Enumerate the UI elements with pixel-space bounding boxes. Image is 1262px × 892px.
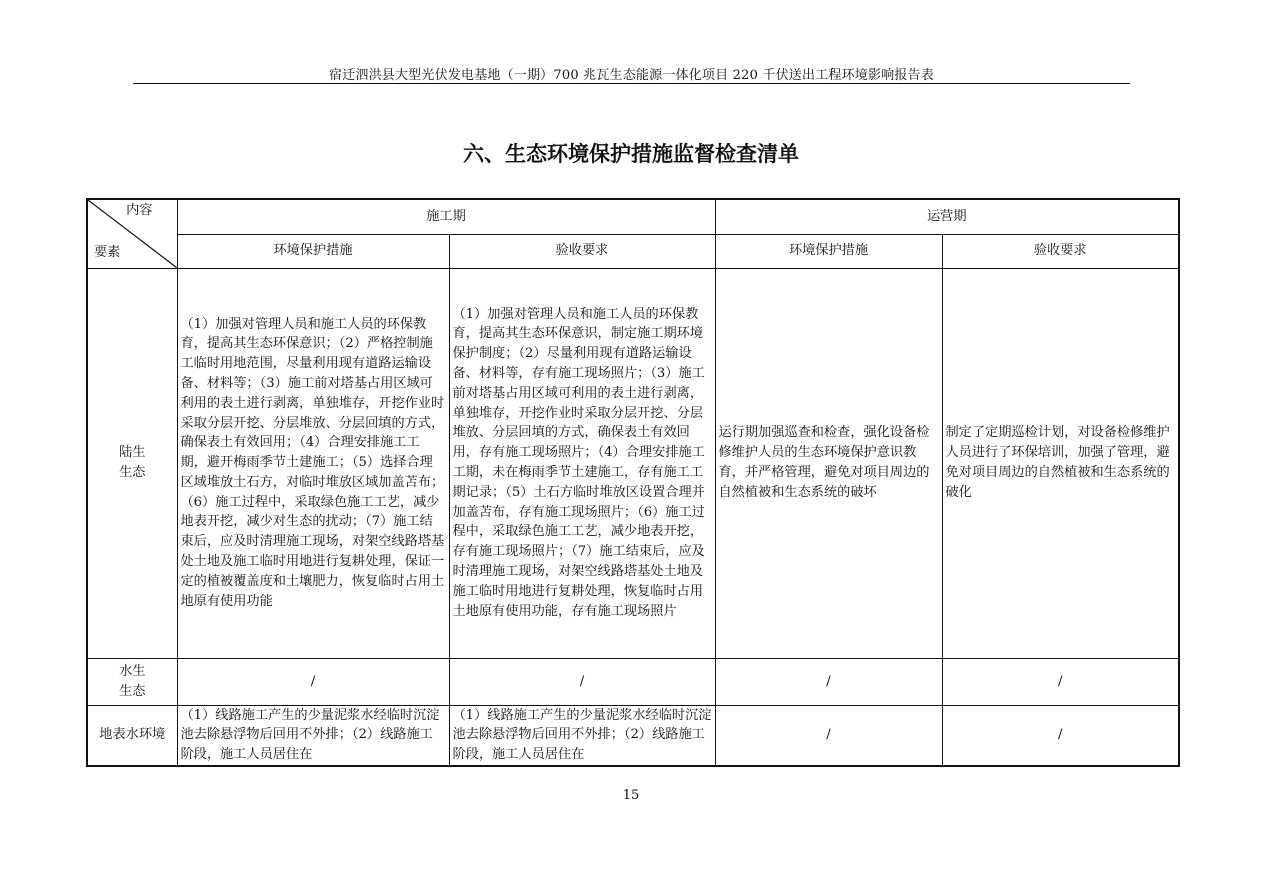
cell-construction-measures: （1）加强对管理人员和施工人员的环保教育，提高其生态环保意识；（2）严格控制施工临时用地范围，尽量利用现有道路运输设备、材料等；（3）施工前对塔基占用区域可利用的表土进行剥离，单独堆存，开挖作业时采取分层开挖、分层堆放、分层回填的方式，确保表土有效回用；（4）合理安排施工工期，避开梅雨季节土建施工；（5）选择合理区域堆放土石方，对临时堆放区域加盖苫布；（6）施工过程中，采取绿色施工工艺，减少地表开挖，减少对生态的扰动；（7）施工结束后，应及时清理施工现场，对架空线路塔基处土地及施工临时用地进行复耕处理，保证一定的植被覆盖度和土壤肥力，恢复临时占用土地原有使用功能 bbox=[177, 268, 449, 658]
table-row-aquatic-ecology bbox=[87, 658, 1179, 705]
phase-operation-header: 运营期 bbox=[715, 199, 1179, 234]
col-header-operation-acceptance: 验收要求 bbox=[942, 234, 1179, 268]
col-header-operation-measures: 环境保护措施 bbox=[715, 234, 942, 268]
col-header-construction-acceptance: 验收要求 bbox=[449, 234, 715, 268]
running-header: 宿迁泗洪县大型光伏发电基地（一期）700 兆瓦生态能源一体化项目 220 千伏送出工程环境影响报告表 bbox=[328, 68, 935, 83]
cell-construction-measures bbox=[177, 705, 449, 766]
cell-operation-measures: / bbox=[715, 658, 942, 705]
cell-operation-acceptance: / bbox=[942, 705, 1179, 766]
supervision-checklist-table bbox=[86, 198, 1180, 767]
corner-label-content: 内容 bbox=[126, 203, 153, 218]
row-element-label: 地表水环境 bbox=[87, 705, 177, 766]
table-row-terrestrial-ecology bbox=[87, 268, 1179, 658]
cell-operation-acceptance: 制定了定期巡检计划，对设备检修维护人员进行了环保培训，加强了管理，避免对项目周边的自然植被和生态系统的破化 bbox=[942, 268, 1179, 658]
cell-operation-acceptance: / bbox=[942, 658, 1179, 705]
corner-header-cell bbox=[87, 199, 177, 268]
cell-text-clip: （1）线路施工产生的少量泥浆水经临时沉淀池去除悬浮物后回用不外排；（2）线路施工阶段，施工人员居住在 bbox=[180, 707, 440, 763]
cell-construction-acceptance: （1）加强对管理人员和施工人员的环保教育，提高其生态环保意识，制定施工期环境保护制度；（2）尽量利用现有道路运输设备、材料等，存有施工现场照片；（3）施工前对塔基占用区域可利用的表土进行剥离，单独堆存，开挖作业时采取分层开挖、分层堆放、分层回填的方式，确保表土有效回用，存有施工现场照片；（4）合理安排施工工期，未在梅雨季节土建施工，存有施工工期记录；（5）土石方临时堆放区设置合理并加盖苫布，存有施工现场照片；（6）施工过程中，采取绿色施工工艺，减少地表开挖，存有施工现场照片；（7）施工结束后，应及时清理施工现场，对架空线路塔基处土地及施工临时用地进行复耕处理，恢复临时占用土地原有使用功能，存有施工现场照片 bbox=[449, 268, 715, 658]
table-row-surface-water bbox=[87, 705, 1179, 766]
cell-construction-measures: / bbox=[177, 658, 449, 705]
col-header-construction-measures: 环境保护措施 bbox=[177, 234, 449, 268]
row-element-label: 水生 生态 bbox=[87, 658, 177, 705]
page-number: 15 bbox=[622, 788, 640, 803]
row-element-label: 陆生 生态 bbox=[87, 268, 177, 658]
phase-construction-header: 施工期 bbox=[177, 199, 715, 234]
cell-construction-acceptance: / bbox=[449, 658, 715, 705]
cell-operation-measures: 运行期加强巡查和检查，强化设备检修维护人员的生态环境保护意识教育，并严格管理，避免对项目周边的自然植被和生态系统的破坏 bbox=[715, 268, 942, 658]
cell-text-clip: （1）线路施工产生的少量泥浆水经临时沉淀池去除悬浮物后回用不外排；（2）线路施工阶段，施工人员居住在 bbox=[452, 707, 712, 763]
table-header-row-phase bbox=[87, 199, 1179, 234]
header-rule bbox=[133, 83, 1130, 84]
corner-label-element: 要素 bbox=[94, 244, 121, 260]
cell-operation-measures: / bbox=[715, 705, 942, 766]
cell-construction-acceptance bbox=[449, 705, 715, 766]
section-title: 六、生态环境保护措施监督检查清单 bbox=[463, 142, 799, 166]
table-header-row-columns bbox=[87, 234, 1179, 268]
